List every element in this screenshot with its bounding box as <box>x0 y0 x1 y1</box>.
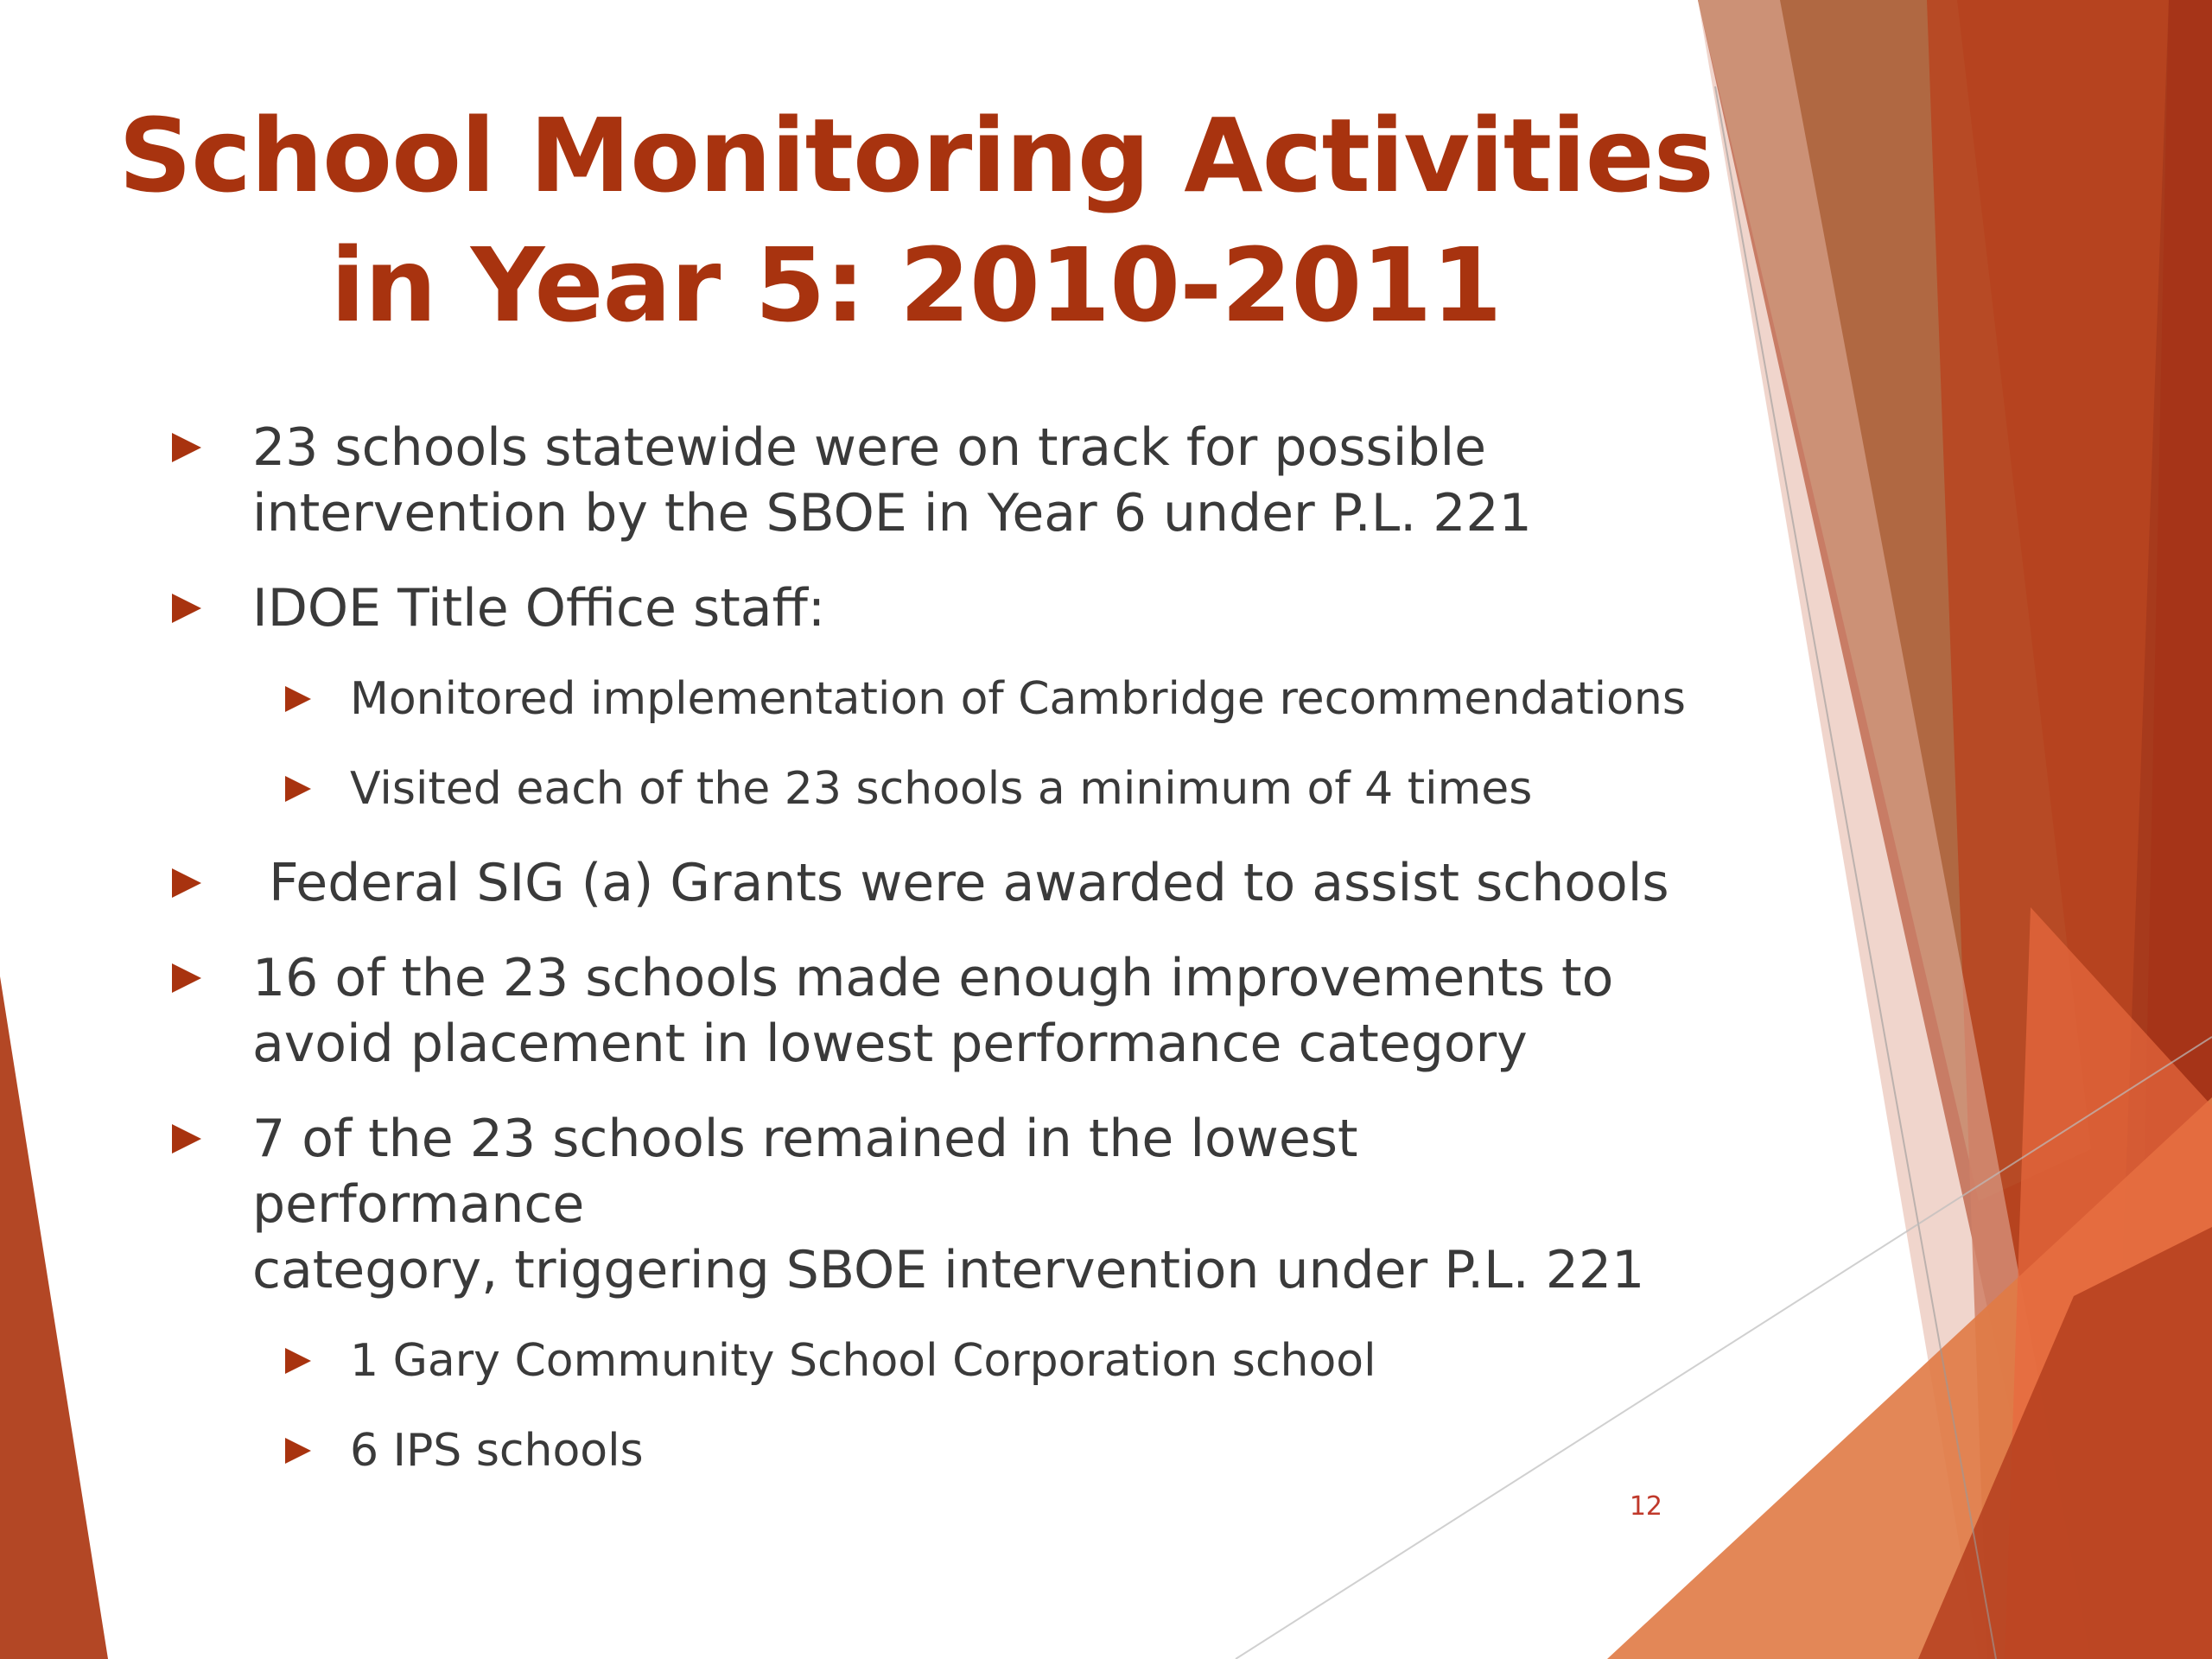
bullet-arrow-icon <box>285 1348 311 1374</box>
sub-bullet-item <box>168 760 1689 817</box>
sub-bullet-item <box>168 1332 1689 1389</box>
bullet-arrow-icon <box>172 868 201 898</box>
bullet-arrow-icon <box>285 776 311 802</box>
bullet-item <box>168 850 1689 916</box>
bullet-text-line: Federal SIG (a) Grants were awarded to assist schools <box>252 853 1669 913</box>
bullet-text-line: Monitored implementation of Cambridge recommendations <box>350 673 1686 725</box>
bullet-text-line: category, triggering SBOE intervention under P.L. 221 <box>252 1240 1645 1300</box>
bullet-item <box>168 945 1689 1077</box>
bullet-list <box>168 415 1689 1512</box>
bullet-item <box>168 415 1689 546</box>
bullet-arrow-icon <box>172 963 201 993</box>
bullet-text-line: 6 IPS schools <box>350 1425 644 1477</box>
bullet-text-line: 1 Gary Community School Corporation school <box>350 1335 1376 1387</box>
bullet-arrow-icon <box>172 1124 201 1154</box>
bullet-arrow-icon <box>285 1438 311 1464</box>
page-number: 12 <box>1629 1491 1662 1522</box>
bullet-text-line: Visited each of the 23 schools a minimum of 4 times <box>350 763 1533 815</box>
title-line-1: School Monitoring Activities <box>118 96 1713 215</box>
bullet-text-line: 16 of the 23 schools made enough improvements to <box>252 948 1614 1008</box>
bullet-item <box>168 1106 1689 1303</box>
facet-left <box>0 976 108 1659</box>
bullet-text-line: intervention by the SBOE in Year 6 under P.L. 221 <box>252 483 1532 543</box>
bullet-arrow-icon <box>285 686 311 712</box>
title-line-2: in Year 5: 2010-2011 <box>330 226 1502 345</box>
bullet-item <box>168 575 1689 641</box>
bullet-arrow-icon <box>172 594 201 623</box>
bullet-text-line: avoid placement in lowest performance category <box>252 1014 1528 1074</box>
sub-bullet-item <box>168 671 1689 728</box>
bullet-text-line: IDOE Title Office staff: <box>252 578 826 639</box>
bullet-arrow-icon <box>172 433 201 462</box>
slide-title <box>104 91 1728 350</box>
bullet-text-line: 7 of the 23 schools remained in the lowest performance <box>252 1109 1358 1235</box>
bullet-text-line: 23 schools statewide were on track for possible <box>252 417 1487 478</box>
sub-bullet-item <box>168 1422 1689 1479</box>
